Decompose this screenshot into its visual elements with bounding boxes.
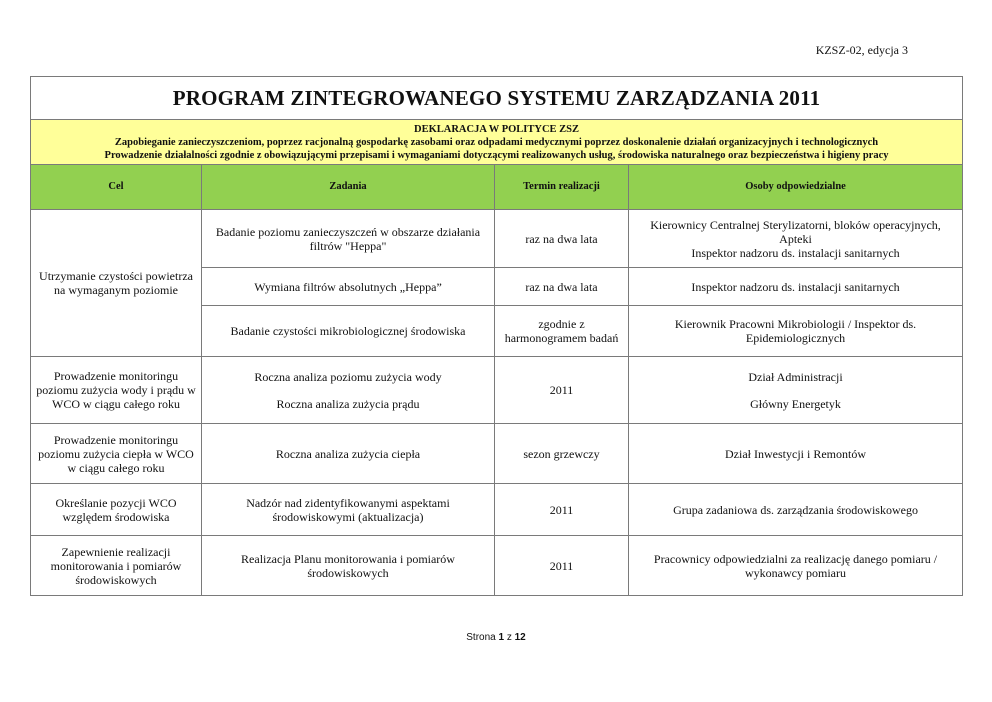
termin-cell: zgodnie z harmonogramem badań [495,306,629,357]
declaration-line-1: Zapobieganie zanieczyszczeniom, poprzez racjonalną gospodarkę zasobami oraz odpadami medycznymi poprzez doskonalenie działań organizacyjnych i technologicznych [114,136,879,148]
table-row [31,484,963,536]
declaration-section [31,120,963,165]
table-header-row [31,165,963,210]
table-row [31,424,963,484]
zadanie-cell [202,357,495,424]
cel-cell: Prowadzenie monitoringu poziomu zużycia ciepła w WCO w ciągu całego roku [31,424,202,484]
osoby-cell [629,357,963,424]
header-cel: Cel [31,165,202,210]
zadanie-cell: Realizacja Planu monitorowania i pomiarów środowiskowych [202,536,495,596]
osoby-line: Główny Energetyk [750,396,841,411]
zadanie-cell: Badanie czystości mikrobiologicznej środowiska [202,306,495,357]
termin-cell: raz na dwa lata [495,268,629,306]
zadanie-cell: Wymiana filtrów absolutnych „Heppa” [202,268,495,306]
termin-cell: 2011 [495,484,629,536]
cel-cell: Określanie pozycji WCO względem środowiska [31,484,202,536]
footer-separator: z [506,632,512,643]
termin-cell: raz na dwa lata [495,210,629,268]
osoby-cell: Grupa zadaniowa ds. zarządzania środowiskowego [629,484,963,536]
header-termin: Termin realizacji [495,165,629,210]
zadanie-cell: Roczna analiza zużycia ciepła [202,424,495,484]
osoby-cell: Kierownik Pracowni Mikrobiologii / Inspektor ds. Epidemiologicznych [629,306,963,357]
osoby-cell: Dział Inwestycji i Remontów [629,424,963,484]
footer-total-pages: 12 [514,632,526,643]
zadanie-line: Roczna analiza zużycia prądu [276,396,420,411]
header-zadania: Zadania [202,165,495,210]
zadanie-cell: Badanie poziomu zanieczyszczeń w obszarze działania filtrów "Heppa" [202,210,495,268]
zadanie-cell: Nadzór nad zidentyfikowanymi aspektami środowiskowymi (aktualizacja) [202,484,495,536]
declaration-heading: DEKLARACJA W POLITYCE ZSZ [414,123,580,135]
document-code: KZSZ-02, edycja 3 [815,43,908,57]
termin-cell: sezon grzewczy [495,424,629,484]
footer-prefix: Strona [466,632,496,643]
termin-cell: 2011 [495,536,629,596]
osoby-line: Dział Administracji [748,369,843,384]
page-footer [0,632,992,643]
zadanie-line: Roczna analiza poziomu zużycia wody [254,369,442,384]
termin-cell: 2011 [495,357,629,424]
header-osoby: Osoby odpowiedzialne [629,165,963,210]
declaration-line-2: Prowadzenie działalności zgodnie z obowiązującymi przepisami i wymaganiami dotyczącymi realizowanych usług, środowiska naturalnego oraz bezpieczeństwa i higieny pracy [104,149,889,161]
page-title: PROGRAM ZINTEGROWANEGO SYSTEMU ZARZĄDZANIA 2011 [31,77,963,120]
osoby-cell: Inspektor nadzoru ds. instalacji sanitarnych [629,268,963,306]
cel-cell: Prowadzenie monitoringu poziomu zużycia wody i prądu w WCO w ciągu całego roku [31,357,202,424]
osoby-cell [629,210,963,268]
osoby-line: Inspektor nadzoru ds. instalacji sanitarnych [691,245,900,260]
footer-page-number: 1 [498,632,505,643]
osoby-line: Kierownicy Centralnej Sterylizatorni, bloków operacyjnych, Apteki [650,217,941,246]
cel-cell: Zapewnienie realizacji monitorowania i pomiarów środowiskowych [31,536,202,596]
table-row [31,357,963,424]
table-row [31,536,963,596]
cel-cell: Utrzymanie czystości powietrza na wymaganym poziomie [31,210,202,357]
table-row [31,210,963,268]
program-table [30,76,963,596]
osoby-cell: Pracownicy odpowiedzialni za realizację danego pomiaru / wykonawcy pomiaru [629,536,963,596]
